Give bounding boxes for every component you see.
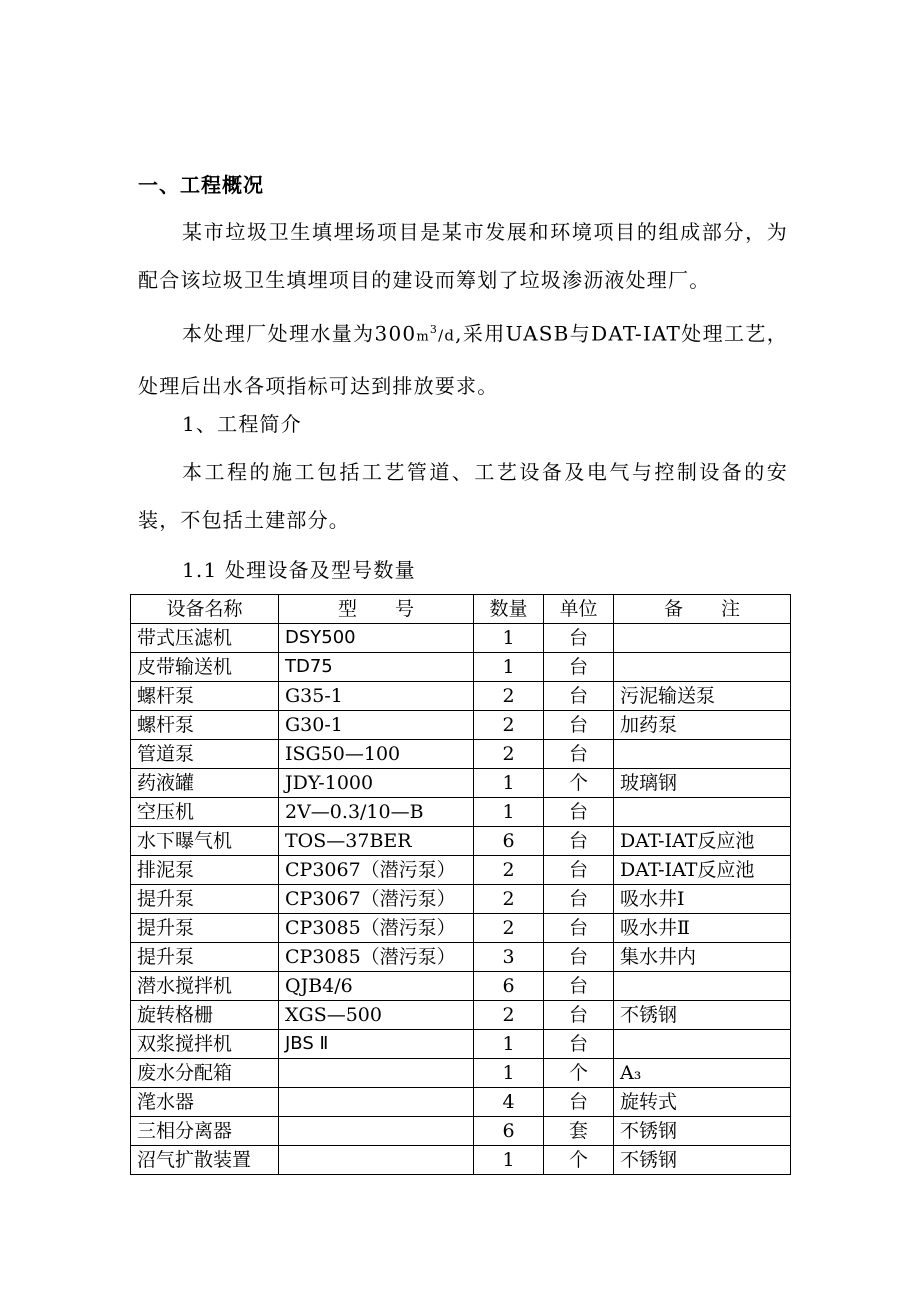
- header-name: 设备名称: [131, 595, 279, 624]
- cell-unit: 个: [544, 1146, 614, 1175]
- cell-name: 提升泵: [131, 885, 279, 914]
- cell-qty: 1: [474, 1030, 544, 1059]
- equipment-table-wrapper: [130, 594, 791, 1175]
- cell-note: 不锈钢: [614, 1146, 791, 1175]
- cell-note: 旋转式: [614, 1088, 791, 1117]
- cell-unit: 台: [544, 653, 614, 682]
- cell-name: 水下曝气机: [131, 827, 279, 856]
- table-row: [131, 972, 791, 1001]
- cell-model: [279, 1088, 474, 1117]
- cell-model: TD75: [279, 653, 474, 682]
- subsection-title: 1、工程简介: [182, 412, 302, 436]
- cell-model: [279, 1059, 474, 1088]
- cell-note: DAT-IAT反应池: [614, 856, 791, 885]
- cell-unit: 台: [544, 827, 614, 856]
- cell-model: G30-1: [279, 711, 474, 740]
- capacity-paragraph: [138, 306, 788, 410]
- cell-qty: 6: [474, 827, 544, 856]
- cell-model: CP3085（潜污泵）: [279, 914, 474, 943]
- cell-model: XGS—500: [279, 1001, 474, 1030]
- cell-unit: 个: [544, 769, 614, 798]
- unit-tail: /d: [438, 326, 456, 345]
- cell-model: QJB4/6: [279, 972, 474, 1001]
- cell-name: 三相分离器: [131, 1117, 279, 1146]
- cell-name: 螺杆泵: [131, 711, 279, 740]
- cell-model: JBS Ⅱ: [279, 1030, 474, 1059]
- table-row: [131, 682, 791, 711]
- cell-name: 药液罐: [131, 769, 279, 798]
- unit-m: m: [416, 329, 430, 345]
- table-row: [131, 711, 791, 740]
- table-row: [131, 885, 791, 914]
- cell-qty: 1: [474, 1059, 544, 1088]
- cell-name: 滗水器: [131, 1088, 279, 1117]
- table-row: [131, 1146, 791, 1175]
- cell-unit: 套: [544, 1117, 614, 1146]
- cell-unit: 个: [544, 1059, 614, 1088]
- table-row: [131, 653, 791, 682]
- cell-name: 旋转格栅: [131, 1001, 279, 1030]
- intro-paragraph: 某市垃圾卫生填埋场项目是某市发展和环境项目的组成部分，为配合该垃圾卫生填埋项目的建设而筹划了垃圾渗沥液处理厂。: [138, 220, 788, 292]
- cell-model: JDY-1000: [279, 769, 474, 798]
- cell-qty: 3: [474, 943, 544, 972]
- table-row: [131, 769, 791, 798]
- cell-unit: 台: [544, 624, 614, 653]
- cell-model: DSY500: [279, 624, 474, 653]
- cell-qty: 1: [474, 653, 544, 682]
- cell-note: [614, 740, 791, 769]
- cell-qty: 2: [474, 856, 544, 885]
- cell-model: ISG50—100: [279, 740, 474, 769]
- cell-name: 空压机: [131, 798, 279, 827]
- cell-qty: 2: [474, 682, 544, 711]
- cell-note: 污泥输送泵: [614, 682, 791, 711]
- cell-name: 螺杆泵: [131, 682, 279, 711]
- cell-note: [614, 624, 791, 653]
- table-row: [131, 1088, 791, 1117]
- cell-note: 加药泵: [614, 711, 791, 740]
- table-row: [131, 798, 791, 827]
- cell-note: 玻璃钢: [614, 769, 791, 798]
- cell-unit: 台: [544, 972, 614, 1001]
- cell-qty: 1: [474, 769, 544, 798]
- cell-note: 集水井内: [614, 943, 791, 972]
- header-model: 型 号: [279, 595, 474, 624]
- cell-unit: 台: [544, 740, 614, 769]
- table-row: [131, 1117, 791, 1146]
- capacity-text-before: 本处理厂处理水量为300: [182, 321, 417, 346]
- cell-unit: 台: [544, 1088, 614, 1117]
- cell-name: 带式压滤机: [131, 624, 279, 653]
- cell-unit: 台: [544, 711, 614, 740]
- cell-unit: 台: [544, 856, 614, 885]
- table-row: [131, 1030, 791, 1059]
- cell-unit: 台: [544, 1030, 614, 1059]
- cell-model: [279, 1117, 474, 1146]
- header-qty: 数量: [474, 595, 544, 624]
- cell-note: 不锈钢: [614, 1117, 791, 1146]
- cell-model: CP3067（潜污泵）: [279, 885, 474, 914]
- cell-qty: 2: [474, 914, 544, 943]
- table-row: [131, 943, 791, 972]
- table-body: [131, 624, 791, 1175]
- unit-superscript: 3: [429, 323, 439, 336]
- cell-name: 排泥泵: [131, 856, 279, 885]
- table-row: [131, 856, 791, 885]
- table-title: 1.1 处理设备及型号数量: [182, 558, 416, 582]
- cell-name: 沼气扩散装置: [131, 1146, 279, 1175]
- cell-unit: 台: [544, 798, 614, 827]
- scope-paragraph: 本工程的施工包括工艺管道、工艺设备及电气与控制设备的安装，不包括土建部分。: [138, 460, 788, 532]
- cell-qty: 2: [474, 740, 544, 769]
- capacity-text-after: ,采用UASB与DAT-IAT处理工艺，处理后出水各项指标可达到排放要求。: [138, 321, 788, 398]
- cell-name: 提升泵: [131, 914, 279, 943]
- cell-name: 潜水搅拌机: [131, 972, 279, 1001]
- cell-note: [614, 653, 791, 682]
- section-heading: 一、工程概况: [138, 173, 264, 197]
- cell-qty: 6: [474, 972, 544, 1001]
- cell-model: CP3085（潜污泵）: [279, 943, 474, 972]
- cell-qty: 2: [474, 885, 544, 914]
- header-note: 备 注: [614, 595, 791, 624]
- cell-name: 皮带输送机: [131, 653, 279, 682]
- cell-model: G35-1: [279, 682, 474, 711]
- cell-note: [614, 798, 791, 827]
- cell-unit: 台: [544, 914, 614, 943]
- cell-name: 双浆搅拌机: [131, 1030, 279, 1059]
- table-row: [131, 740, 791, 769]
- cell-qty: 1: [474, 798, 544, 827]
- table-header-row: [131, 595, 791, 624]
- cell-note: 吸水井Ⅱ: [614, 914, 791, 943]
- cell-unit: 台: [544, 682, 614, 711]
- cell-unit: 台: [544, 943, 614, 972]
- cell-qty: 6: [474, 1117, 544, 1146]
- cell-qty: 4: [474, 1088, 544, 1117]
- cell-qty: 1: [474, 624, 544, 653]
- cell-note: [614, 972, 791, 1001]
- table-row: [131, 1001, 791, 1030]
- cell-model: 2V—0.3/10—B: [279, 798, 474, 827]
- table-row: [131, 914, 791, 943]
- cell-model: CP3067（潜污泵）: [279, 856, 474, 885]
- header-unit: 单位: [544, 595, 614, 624]
- cell-note: 吸水井Ⅰ: [614, 885, 791, 914]
- table-row: [131, 827, 791, 856]
- cell-qty: 2: [474, 711, 544, 740]
- cell-name: 管道泵: [131, 740, 279, 769]
- cell-name: 提升泵: [131, 943, 279, 972]
- equipment-table: [130, 594, 791, 1175]
- cell-qty: 2: [474, 1001, 544, 1030]
- cell-note: DAT-IAT反应池: [614, 827, 791, 856]
- cell-model: TOS—37BER: [279, 827, 474, 856]
- cell-name: 废水分配箱: [131, 1059, 279, 1088]
- cell-note: [614, 1030, 791, 1059]
- cell-note: 不锈钢: [614, 1001, 791, 1030]
- cell-unit: 台: [544, 1001, 614, 1030]
- cell-unit: 台: [544, 885, 614, 914]
- cell-note: A₃: [614, 1059, 791, 1088]
- cell-qty: 1: [474, 1146, 544, 1175]
- table-row: [131, 1059, 791, 1088]
- cell-model: [279, 1146, 474, 1175]
- table-row: [131, 624, 791, 653]
